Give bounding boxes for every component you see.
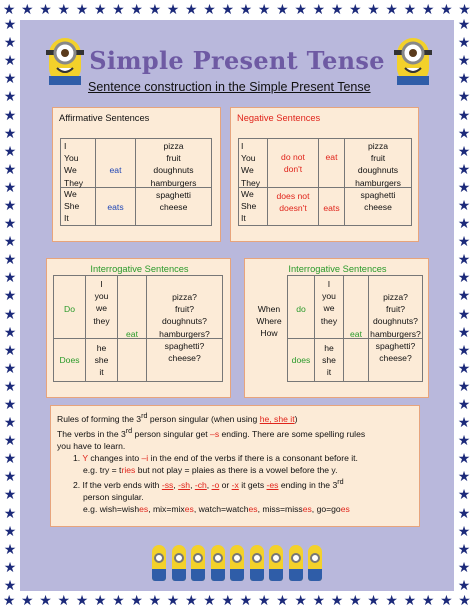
border-star-icon: ★ <box>3 71 17 88</box>
border-star-icon: ★ <box>458 593 471 609</box>
border-star-icon: ★ <box>3 324 17 341</box>
border-star-icon: ★ <box>457 397 471 414</box>
border-star-icon: ★ <box>148 593 162 609</box>
verb-eat: eat <box>109 165 122 175</box>
border-star-icon: ★ <box>348 2 362 18</box>
table-rule <box>60 138 61 226</box>
table-rule <box>422 275 423 382</box>
border-star-icon: ★ <box>457 143 471 160</box>
border-star-icon: ★ <box>3 234 17 251</box>
border-star-icon: ★ <box>457 541 471 558</box>
minion-icon <box>152 545 166 581</box>
border-star-icon: ★ <box>457 505 471 522</box>
border-star-icon: ★ <box>57 593 71 609</box>
border-star-icon: ★ <box>457 559 471 576</box>
rule-2: 2. If the verb ends with -ss, -sh, -ch, -o or -x it gets -es ending in the 3rd <box>73 477 344 490</box>
border-star-icon: ★ <box>185 593 198 609</box>
border-star-icon: ★ <box>3 252 17 269</box>
minion-icon <box>211 545 225 581</box>
rule-2-line-2: person singular. <box>83 491 144 502</box>
border-star-icon: ★ <box>385 2 398 18</box>
verb-eat: eat <box>126 329 138 339</box>
minion-icon <box>230 545 244 581</box>
verb-eats: eats <box>107 202 124 212</box>
page-subtitle: Sentence construction in the Simple Present Tense <box>88 80 371 94</box>
page-title: Simple Present Tense <box>89 46 385 75</box>
border-star-icon: ★ <box>3 397 17 414</box>
border-star-icon: ★ <box>257 593 271 609</box>
rule-1: 1. Y changes into –i in the end of the verbs if there is a consonant before it. <box>73 452 358 463</box>
minion-icon <box>172 545 186 581</box>
border-star-icon: ★ <box>3 161 17 178</box>
pronoun-list: We She It <box>64 189 80 224</box>
border-star-icon: ★ <box>112 2 125 18</box>
wh-word-list: When Where How <box>256 304 282 339</box>
negative-box <box>230 107 419 242</box>
minion-icon <box>250 545 264 581</box>
border-star-icon: ★ <box>457 360 471 377</box>
affirmative-box <box>52 107 221 242</box>
border-star-icon: ★ <box>457 306 471 323</box>
border-star-icon: ★ <box>203 2 216 18</box>
border-star-icon: ★ <box>3 270 17 287</box>
border-star-icon: ★ <box>75 593 89 609</box>
border-star-icon: ★ <box>312 2 326 18</box>
rules-line-3: you have to learn. <box>57 440 126 451</box>
border-star-icon: ★ <box>185 2 198 18</box>
table-rule <box>411 138 412 226</box>
border-star-icon: ★ <box>457 216 471 233</box>
border-star-icon: ★ <box>3 577 17 594</box>
pronoun-list: We She It <box>241 189 257 224</box>
object-list: pizza? fruit? doughnuts? hamburgers? spaghetti? cheese? <box>370 292 421 364</box>
table-rule <box>287 381 422 382</box>
border-star-icon: ★ <box>440 593 453 609</box>
affirmative-heading: Affirmative Sentences <box>59 113 150 123</box>
pronoun-list: I You We They <box>64 141 84 188</box>
border-star-icon: ★ <box>457 197 471 214</box>
border-star-icon: ★ <box>276 2 289 18</box>
border-star-icon: ★ <box>457 342 471 359</box>
border-star-icon: ★ <box>2 2 16 18</box>
pronoun-list: I you we they <box>320 279 338 326</box>
border-star-icon: ★ <box>457 378 471 395</box>
border-star-icon: ★ <box>294 2 307 18</box>
border-star-icon: ★ <box>239 593 253 609</box>
border-star-icon: ★ <box>312 593 326 609</box>
border-star-icon: ★ <box>112 593 125 609</box>
spelling-rules-box <box>50 405 420 527</box>
verb-eat: eat <box>350 329 362 339</box>
border-star-icon: ★ <box>3 17 17 34</box>
border-star-icon: ★ <box>421 593 435 609</box>
border-star-icon: ★ <box>458 2 471 18</box>
pronoun-list: I you we they <box>93 279 110 326</box>
table-rule <box>238 138 411 139</box>
border-star-icon: ★ <box>385 593 398 609</box>
border-star-icon: ★ <box>403 593 417 609</box>
border-star-icon: ★ <box>39 593 52 609</box>
table-rule <box>53 275 222 276</box>
border-star-icon: ★ <box>3 179 17 196</box>
border-star-icon: ★ <box>3 487 17 504</box>
border-star-icon: ★ <box>457 270 471 287</box>
border-star-icon: ★ <box>21 2 34 18</box>
border-star-icon: ★ <box>330 2 344 18</box>
border-star-icon: ★ <box>3 505 17 522</box>
interrogative-box-1 <box>46 258 231 398</box>
border-star-icon: ★ <box>39 2 52 18</box>
table-rule <box>53 381 222 382</box>
pronoun-list: I You We They <box>241 141 261 188</box>
border-star-icon: ★ <box>457 415 471 432</box>
border-star-icon: ★ <box>3 107 17 124</box>
border-star-icon: ★ <box>3 125 17 142</box>
border-star-icon: ★ <box>457 17 471 34</box>
verb-eat: eat <box>325 152 338 162</box>
border-star-icon: ★ <box>75 2 89 18</box>
table-rule <box>287 275 422 276</box>
table-rule <box>211 138 212 226</box>
object-list: pizza fruit doughnuts hamburgers spaghetti cheese <box>150 141 197 213</box>
interrogative-box-2 <box>244 258 429 398</box>
border-star-icon: ★ <box>93 2 107 18</box>
border-left <box>2 16 18 595</box>
border-star-icon: ★ <box>457 469 471 486</box>
interrogative-heading: Interrogative Sentences <box>90 264 189 274</box>
rules-line-1: Rules of forming the 3rd person singular (when using he, she it) <box>57 412 298 424</box>
border-star-icon: ★ <box>276 593 289 609</box>
border-star-icon: ★ <box>130 2 143 18</box>
border-star-icon: ★ <box>3 197 17 214</box>
negative-heading: Negative Sentences <box>237 113 321 123</box>
border-star-icon: ★ <box>3 469 17 486</box>
border-star-icon: ★ <box>457 523 471 540</box>
border-star-icon: ★ <box>457 487 471 504</box>
object-list: pizza fruit doughnuts hamburgers spaghetti cheese <box>355 141 401 213</box>
border-star-icon: ★ <box>203 593 216 609</box>
border-star-icon: ★ <box>57 2 71 18</box>
border-star-icon: ★ <box>3 306 17 323</box>
aux-does-not: does not doesn't <box>276 191 310 214</box>
border-star-icon: ★ <box>93 593 107 609</box>
border-star-icon: ★ <box>257 2 271 18</box>
border-star-icon: ★ <box>457 179 471 196</box>
border-star-icon: ★ <box>3 541 17 558</box>
pronoun-list: he she it <box>322 343 336 378</box>
table-rule <box>238 225 411 226</box>
border-star-icon: ★ <box>3 53 17 70</box>
border-star-icon: ★ <box>21 593 34 609</box>
border-star-icon: ★ <box>3 360 17 377</box>
border-star-icon: ★ <box>130 593 143 609</box>
border-star-icon: ★ <box>3 451 17 468</box>
border-star-icon: ★ <box>221 2 235 18</box>
border-star-icon: ★ <box>457 71 471 88</box>
border-star-icon: ★ <box>440 2 453 18</box>
border-star-icon: ★ <box>367 2 380 18</box>
border-star-icon: ★ <box>3 216 17 233</box>
rule-1-example: e.g. try = tries but not play = plaies as there is a vowel before the y. <box>83 464 338 475</box>
minion-icon <box>308 545 322 581</box>
border-star-icon: ★ <box>457 161 471 178</box>
border-star-icon: ★ <box>239 2 253 18</box>
border-star-icon: ★ <box>457 451 471 468</box>
table-rule <box>222 275 223 382</box>
border-star-icon: ★ <box>457 89 471 106</box>
border-star-icon: ★ <box>2 593 16 609</box>
aux-does: Does <box>59 355 80 365</box>
rules-line-2: The verbs in the 3rd person singular get –s ending. There are some spelling rules <box>57 426 366 439</box>
border-star-icon: ★ <box>3 342 17 359</box>
border-star-icon: ★ <box>3 415 17 432</box>
border-star-icon: ★ <box>367 593 380 609</box>
border-star-icon: ★ <box>457 577 471 594</box>
border-star-icon: ★ <box>148 2 162 18</box>
border-star-icon: ★ <box>457 324 471 341</box>
border-star-icon: ★ <box>457 107 471 124</box>
border-star-icon: ★ <box>457 234 471 251</box>
pronoun-list: he she it <box>94 343 109 378</box>
border-star-icon: ★ <box>166 593 180 609</box>
minion-strip-icon <box>152 539 322 581</box>
interrogative-heading: Interrogative Sentences <box>288 264 387 274</box>
border-star-icon: ★ <box>3 288 17 305</box>
border-star-icon: ★ <box>166 2 180 18</box>
border-bottom <box>0 593 474 609</box>
aux-do-not: do not don't <box>281 152 305 175</box>
aux-does: does <box>291 355 311 365</box>
border-star-icon: ★ <box>457 288 471 305</box>
table-rule <box>238 138 239 226</box>
border-star-icon: ★ <box>457 53 471 70</box>
border-star-icon: ★ <box>457 252 471 269</box>
border-right <box>456 16 472 595</box>
border-top <box>0 2 474 18</box>
verb-eats: eats <box>323 203 340 213</box>
border-star-icon: ★ <box>221 593 235 609</box>
object-list: pizza? fruit? doughnuts? hamburgers? spaghetti? cheese? <box>159 292 210 364</box>
minion-icon <box>269 545 283 581</box>
minion-icon <box>191 545 205 581</box>
border-star-icon: ★ <box>3 89 17 106</box>
border-star-icon: ★ <box>3 559 17 576</box>
border-star-icon: ★ <box>348 593 362 609</box>
border-star-icon: ★ <box>3 143 17 160</box>
aux-do: do <box>296 304 306 314</box>
border-star-icon: ★ <box>457 125 471 142</box>
border-star-icon: ★ <box>294 593 307 609</box>
border-star-icon: ★ <box>403 2 417 18</box>
border-star-icon: ★ <box>3 433 17 450</box>
border-star-icon: ★ <box>3 523 17 540</box>
rule-2-example: e.g. wish=wishes, mix=mixes, watch=watches, miss=misses, go=goes <box>83 503 350 514</box>
border-star-icon: ★ <box>3 378 17 395</box>
border-star-icon: ★ <box>457 433 471 450</box>
border-star-icon: ★ <box>457 35 471 52</box>
border-star-icon: ★ <box>421 2 435 18</box>
border-star-icon: ★ <box>330 593 344 609</box>
minion-icon <box>289 545 303 581</box>
aux-do: Do <box>64 304 75 314</box>
border-star-icon: ★ <box>3 35 17 52</box>
